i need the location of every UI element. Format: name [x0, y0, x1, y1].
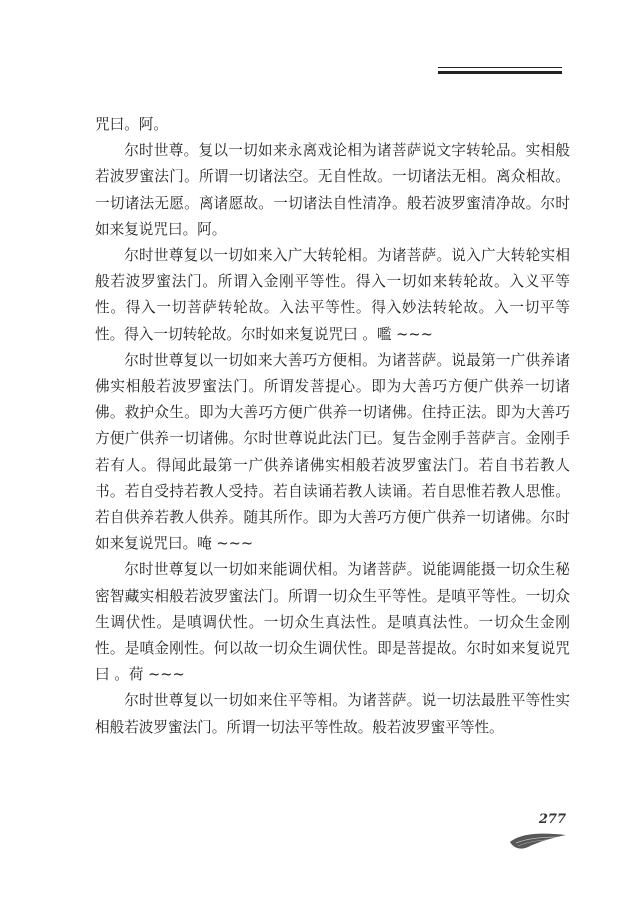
header-rule-thick [438, 71, 562, 74]
page-number: 277 [538, 812, 566, 827]
paragraph: 尔时世尊复以一切如来能调伏相。为诸菩萨。说能调能摄一切众生秘密智藏实相般若波罗蜜法门。所谓一切众生平等性。是嗔平等性。一切众生调伏性。是嗔调伏性。一切众生真法性。是嗔真法性。一切众生金刚性。是嗔金刚性。何以故一切众生调伏性。即是菩提故。尔时如来复说咒曰 。荷 ~~~ [95, 561, 570, 684]
paragraph: 尔时世尊复以一切如来大善巧方便相。为诸菩萨。说最第一广供养诸佛实相般若波罗蜜法门。所谓发菩提心。即为大善巧方便广供养一切诸佛。救护众生。即为大善巧方便广供养一切诸佛。住持正法。即为大善巧方便广供养一切诸佛。尔时世尊说此法门已。复告金刚手菩萨言。金刚手若有人。得闻此最第一广供养诸佛实相般若波罗蜜法门。若自书若教人书。若自受持若教人受持。若自读诵若教人读诵。若自思惟若教人思惟。若自供养若教人供养。随其所作。即为大善巧方便广供养一切诸佛。尔时如来复说咒曰。唵 ~~~ [95, 351, 570, 553]
brush-stroke-ornament [508, 828, 568, 852]
paragraph: 尔时世尊复以一切如来入广大转轮相。为诸菩萨。说入广大转轮实相般若波罗蜜法门。所谓入金刚平等性。得入一切如来转轮故。入义平等性。得入一切菩萨转轮故。入法平等性。得入妙法转轮故。入一切平等性。得入一切转轮故。尔时如来复说咒曰 。嚂 ~~~ [95, 247, 570, 343]
paragraph: 尔时世尊复以一切如来住平等相。为诸菩萨。说一切法最胜平等性实相般若波罗蜜法门。所谓一切法平等性故。般若波罗蜜平等性。 [95, 692, 570, 736]
paragraph: 尔时世尊。复以一切如来永离戏论相为诸菩萨说文字转轮品。实相般若波罗蜜法门。所谓一切诸法空。无自性故。一切诸法无相。离众相故。一切诸法无愿。离诸愿故。一切诸法自性清净。般若波罗蜜清净故。尔时如来复说咒曰。阿。 [95, 142, 570, 238]
body-text [95, 112, 570, 741]
paragraph: 咒曰。阿。 [95, 116, 168, 133]
header-rule-thin [438, 67, 562, 68]
